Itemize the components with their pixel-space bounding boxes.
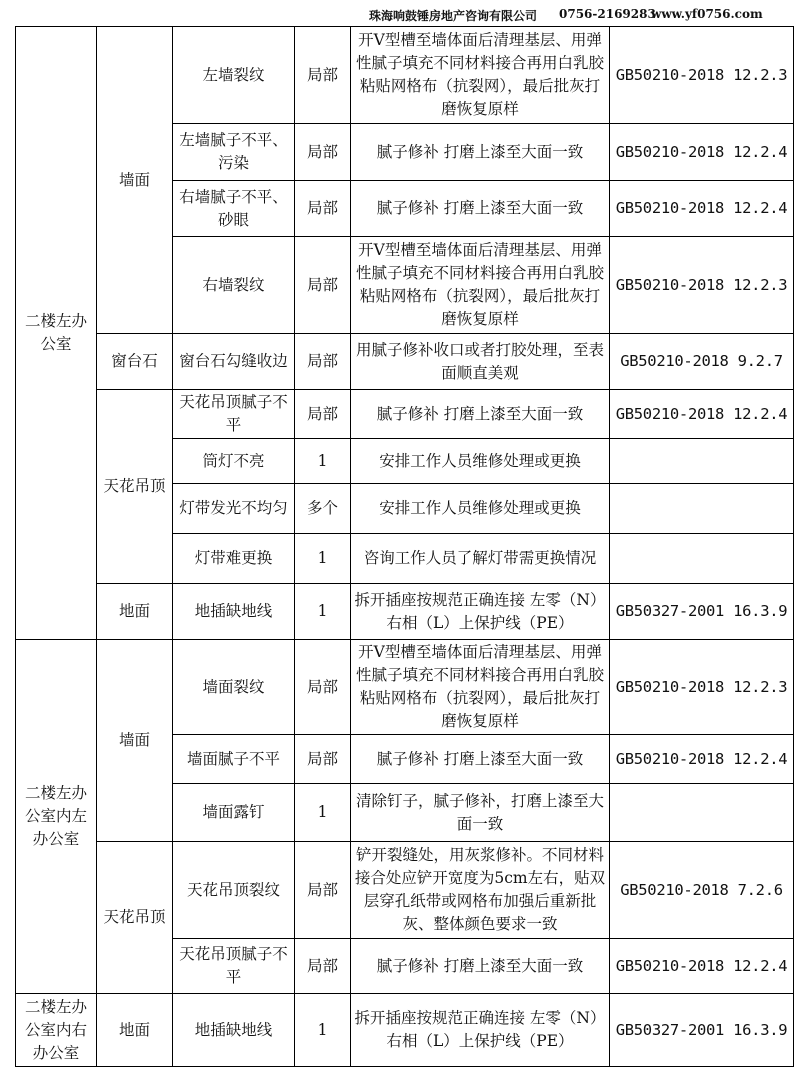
location-cell: 二楼左办公室内左办公室 [16, 640, 97, 994]
standard-cell: GB50210-2018 12.2.3 [610, 640, 794, 735]
fix-method-cell: 用腻子修补收口或者打胶处理，至表面顺直美观 [351, 334, 610, 390]
standard-cell: GB50327-2001 16.3.9 [610, 994, 794, 1067]
standard-cell [610, 439, 794, 484]
fix-method-cell: 腻子修补 打磨上漆至大面一致 [351, 735, 610, 784]
page-header [0, 4, 800, 26]
defect-cell: 地插缺地线 [173, 584, 295, 640]
fix-method-cell: 腻子修补 打磨上漆至大面一致 [351, 939, 610, 994]
table-row [16, 334, 794, 390]
company-name: 珠海响鼓锤房地产咨询有限公司 [369, 9, 538, 23]
table-row [16, 390, 794, 439]
quantity-cell: 局部 [295, 640, 351, 735]
part-cell: 墙面 [97, 27, 173, 334]
standard-cell: GB50210-2018 12.2.3 [610, 237, 794, 334]
standard-cell: GB50210-2018 12.2.4 [610, 181, 794, 237]
fix-method-cell: 铲开裂缝处，用灰浆修补。不同材料接合处应铲开宽度为5cm左右，贴双层穿孔纸带或网格布加强后重新批灰、整体颜色要求一致 [351, 842, 610, 939]
quantity-cell: 局部 [295, 735, 351, 784]
company-phone: 0756-2169283 [559, 7, 656, 21]
fix-method-cell: 清除钉子，腻子修补，打磨上漆至大面一致 [351, 784, 610, 842]
part-cell: 天花吊顶 [97, 390, 173, 584]
defect-cell: 窗台石勾缝收边 [173, 334, 295, 390]
defect-cell: 天花吊顶腻子不平 [173, 939, 295, 994]
table-row [16, 994, 794, 1067]
fix-method-cell: 拆开插座按规范正确连接 左零（N）右相（L）上保护线（PE） [351, 584, 610, 640]
part-cell: 地面 [97, 584, 173, 640]
standard-cell [610, 784, 794, 842]
fix-method-cell: 开Ⅴ型槽至墙体面后清理基层、用弹性腻子填充不同材料接合再用白乳胶粘贴网格布（抗裂网），最后批灰打磨恢复原样 [351, 27, 610, 124]
location-cell: 二楼左办公室内右办公室 [16, 994, 97, 1067]
defect-cell: 右墙腻子不平、砂眼 [173, 181, 295, 237]
standard-cell [610, 484, 794, 534]
quantity-cell: 局部 [295, 181, 351, 237]
defect-cell: 墙面腻子不平 [173, 735, 295, 784]
quantity-cell: 局部 [295, 842, 351, 939]
standard-cell: GB50210-2018 12.2.4 [610, 124, 794, 181]
table-row [16, 640, 794, 735]
fix-method-cell: 腻子修补 打磨上漆至大面一致 [351, 390, 610, 439]
part-cell: 窗台石 [97, 334, 173, 390]
fix-method-cell: 开Ⅴ型槽至墙体面后清理基层、用弹性腻子填充不同材料接合再用白乳胶粘贴网格布（抗裂网），最后批灰打磨恢复原样 [351, 640, 610, 735]
fix-method-cell: 拆开插座按规范正确连接 左零（N）右相（L）上保护线（PE） [351, 994, 610, 1067]
quantity-cell: 1 [295, 994, 351, 1067]
fix-method-cell: 安排工作人员维修处理或更换 [351, 484, 610, 534]
part-cell: 天花吊顶 [97, 842, 173, 994]
quantity-cell: 多个 [295, 484, 351, 534]
defect-cell: 天花吊顶腻子不平 [173, 390, 295, 439]
defect-cell: 天花吊顶裂纹 [173, 842, 295, 939]
table-row [16, 842, 794, 939]
inspection-table [15, 26, 794, 1067]
defect-cell: 左墙裂纹 [173, 27, 295, 124]
standard-cell: GB50210-2018 7.2.6 [610, 842, 794, 939]
location-cell: 二楼左办公室 [16, 27, 97, 640]
quantity-cell: 1 [295, 784, 351, 842]
quantity-cell: 局部 [295, 334, 351, 390]
defect-cell: 左墙腻子不平、污染 [173, 124, 295, 181]
quantity-cell: 局部 [295, 390, 351, 439]
defect-cell: 地插缺地线 [173, 994, 295, 1067]
quantity-cell: 1 [295, 584, 351, 640]
defect-cell: 筒灯不亮 [173, 439, 295, 484]
defect-cell: 墙面露钉 [173, 784, 295, 842]
standard-cell [610, 534, 794, 584]
defect-cell: 灯带难更换 [173, 534, 295, 584]
defect-cell: 墙面裂纹 [173, 640, 295, 735]
table-row [16, 584, 794, 640]
defect-cell: 灯带发光不均匀 [173, 484, 295, 534]
quantity-cell: 1 [295, 534, 351, 584]
quantity-cell: 局部 [295, 939, 351, 994]
standard-cell: GB50327-2001 16.3.9 [610, 584, 794, 640]
standard-cell: GB50210-2018 12.2.4 [610, 939, 794, 994]
quantity-cell: 局部 [295, 124, 351, 181]
part-cell: 地面 [97, 994, 173, 1067]
standard-cell: GB50210-2018 12.2.4 [610, 735, 794, 784]
fix-method-cell: 咨询工作人员了解灯带需更换情况 [351, 534, 610, 584]
fix-method-cell: 安排工作人员维修处理或更换 [351, 439, 610, 484]
quantity-cell: 1 [295, 439, 351, 484]
defect-cell: 右墙裂纹 [173, 237, 295, 334]
fix-method-cell: 开Ⅴ型槽至墙体面后清理基层、用弹性腻子填充不同材料接合再用白乳胶粘贴网格布（抗裂网），最后批灰打磨恢复原样 [351, 237, 610, 334]
company-website: www.yf0756.com [651, 7, 763, 21]
fix-method-cell: 腻子修补 打磨上漆至大面一致 [351, 181, 610, 237]
standard-cell: GB50210-2018 9.2.7 [610, 334, 794, 390]
quantity-cell: 局部 [295, 27, 351, 124]
table-row [16, 27, 794, 124]
standard-cell: GB50210-2018 12.2.3 [610, 27, 794, 124]
standard-cell: GB50210-2018 12.2.4 [610, 390, 794, 439]
part-cell: 墙面 [97, 640, 173, 842]
quantity-cell: 局部 [295, 237, 351, 334]
fix-method-cell: 腻子修补 打磨上漆至大面一致 [351, 124, 610, 181]
